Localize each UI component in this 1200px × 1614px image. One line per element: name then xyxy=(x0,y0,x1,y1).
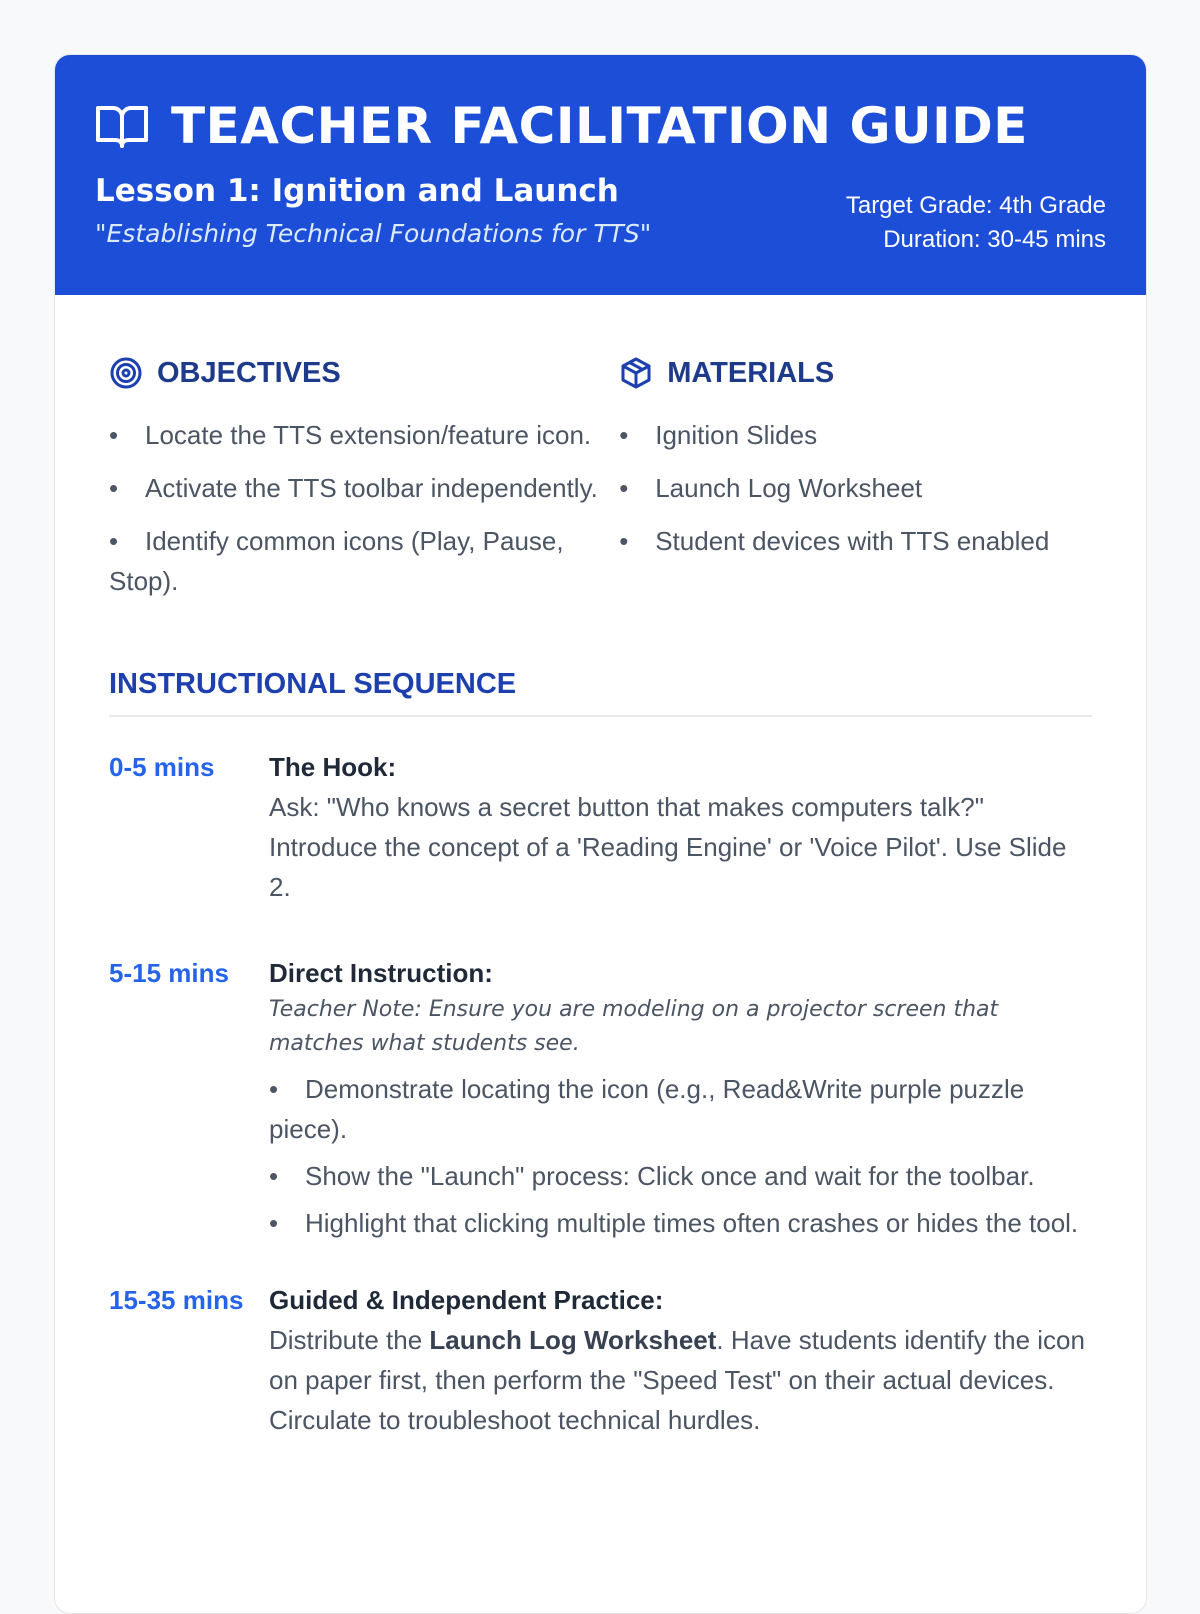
step-time: 15-35 mins xyxy=(109,1285,244,1315)
list-item: • Student devices with TTS enabled xyxy=(619,521,1092,561)
list-item: • Locate the TTS extension/feature icon. xyxy=(109,415,619,455)
materials-section xyxy=(619,353,1092,614)
lesson-meta xyxy=(846,189,1106,257)
list-item: • Demonstrate locating the icon (e.g., Read&Write purple puzzle piece). xyxy=(269,1069,1092,1149)
book-open-icon xyxy=(95,102,149,150)
lesson-title: Lesson 1: Ignition and Launch xyxy=(95,173,619,209)
objectives-list xyxy=(109,415,619,601)
guide-body xyxy=(55,353,1146,1440)
worksheet-name: Launch Log Worksheet xyxy=(429,1325,717,1355)
facilitation-guide-card xyxy=(54,54,1147,1614)
sequence-step-hook xyxy=(109,747,1092,907)
sequence-step-direct-instruction xyxy=(109,953,1092,1250)
text-before: Distribute the xyxy=(269,1325,430,1355)
materials-list xyxy=(619,415,1092,561)
sequence-heading: INSTRUCTIONAL SEQUENCE xyxy=(109,668,1092,717)
list-item: • Show the "Launch" process: Click once and wait for the toolbar. xyxy=(269,1156,1092,1196)
step-time: 0-5 mins xyxy=(109,752,215,782)
page-title: TEACHER FACILITATION GUIDE xyxy=(171,97,1028,155)
list-item: • Launch Log Worksheet xyxy=(619,468,1092,508)
list-item: • Ignition Slides xyxy=(619,415,1092,455)
text-after: . Have students identify the icon on paper first, then perform the "Speed Test" on their actual devices. Circulate to troubleshoot technical hurdles. xyxy=(269,1325,1085,1435)
materials-heading: MATERIALS xyxy=(667,356,835,389)
objectives-section xyxy=(109,353,619,614)
step-heading: Guided & Independent Practice: xyxy=(269,1285,664,1315)
target-grade: Target Grade: 4th Grade xyxy=(845,192,1106,219)
target-icon xyxy=(109,356,143,390)
teacher-note: Teacher Note: Ensure you are modeling on a projector screen that matches what students see. xyxy=(269,997,999,1056)
step-text: Ask: "Who knows a secret button that makes computers talk?" Introduce the concept of a 'Reading Engine' or 'Voice Pilot'. Use Slide 2. xyxy=(269,792,1067,902)
step-text xyxy=(269,1320,1092,1440)
duration: Duration: 30-45 mins xyxy=(883,226,1106,253)
guide-header xyxy=(55,55,1146,295)
list-item: • Identify common icons (Play, Pause, Stop). xyxy=(109,521,619,601)
list-item: • Highlight that clicking multiple times often crashes or hides the tool. xyxy=(269,1203,1092,1243)
objectives-heading: OBJECTIVES xyxy=(157,356,341,389)
sequence-step-practice xyxy=(109,1280,1092,1440)
instruction-list xyxy=(269,1069,1092,1243)
package-icon xyxy=(619,356,653,390)
step-heading: Direct Instruction: xyxy=(269,958,493,988)
step-time: 5-15 mins xyxy=(109,958,229,988)
list-item: • Activate the TTS toolbar independently. xyxy=(109,468,619,508)
lesson-subtitle: "Establishing Technical Foundations for TTS" xyxy=(95,219,652,248)
step-heading: The Hook: xyxy=(269,752,397,782)
